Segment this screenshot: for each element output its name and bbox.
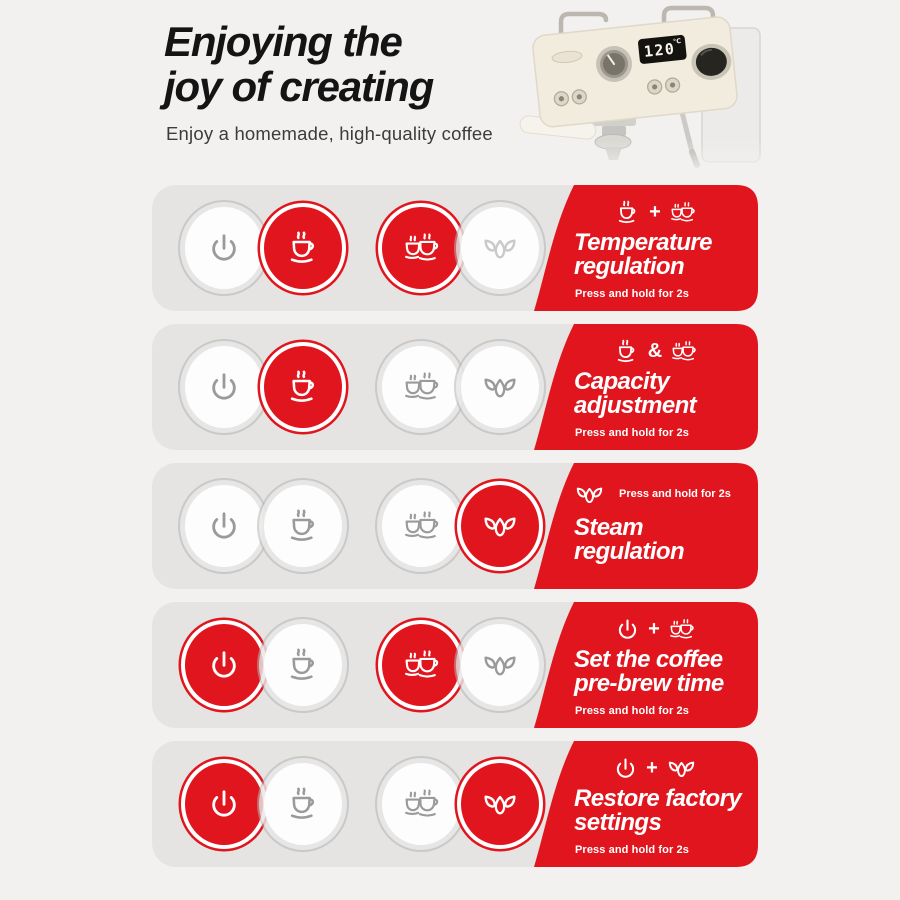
power-button-active [185, 763, 263, 845]
page-subtitle: Enjoy a homemade, high-quality coffee [166, 122, 493, 144]
steam-icon [666, 753, 697, 784]
cup-single-button-active [264, 207, 342, 289]
steam-icon [481, 646, 519, 684]
function-title-line1: Temperature [574, 229, 712, 256]
row-steam-regulation [152, 463, 758, 589]
steam-icon [481, 368, 519, 406]
function-title-line1: Restore factory [574, 785, 742, 812]
steam-icon [481, 229, 519, 267]
cup-double-icon [402, 229, 440, 267]
power-icon [615, 617, 640, 642]
cup-single-icon [614, 199, 641, 226]
power-icon [207, 231, 241, 265]
cup-double-button-active [382, 624, 460, 706]
banner-content [530, 741, 758, 867]
cup-single-button [264, 624, 342, 706]
cup-double-button-active [382, 207, 460, 289]
combo-separator: + [646, 757, 658, 779]
row-set-coffee-pre-brew-time [152, 602, 758, 728]
function-title [574, 787, 758, 836]
cup-double-button [382, 763, 460, 845]
page-title-line2: joy of creating [164, 62, 434, 110]
coffee-machine-image [512, 0, 772, 175]
button-combo [530, 613, 758, 645]
coffee-machine-illustration [512, 0, 772, 175]
header [164, 20, 493, 145]
button-combo [530, 196, 758, 228]
power-icon [613, 756, 638, 781]
function-title-line1: Steam [574, 514, 644, 541]
press-hold-note: Press and hold for 2s [619, 488, 731, 500]
press-hold-note: Press and hold for 2s [575, 426, 689, 439]
function-title [574, 231, 758, 280]
banner-content [530, 324, 758, 450]
function-banner [530, 602, 758, 728]
steam-icon [481, 785, 519, 823]
page-title-line1: Enjoying the [164, 18, 402, 65]
cup-single-icon [284, 368, 322, 406]
row-restore-factory-settings [152, 741, 758, 867]
function-title [574, 516, 758, 565]
steam-button-active [461, 485, 539, 567]
power-button [185, 207, 263, 289]
power-icon [207, 648, 241, 682]
steam-button [461, 207, 539, 289]
power-icon [207, 370, 241, 404]
cup-double-icon [402, 785, 440, 823]
cup-double-icon [670, 338, 697, 365]
steam-button-active [461, 763, 539, 845]
cup-double-icon [402, 507, 440, 545]
cup-double-button [382, 485, 460, 567]
power-button [185, 346, 263, 428]
row-temperature-regulation [152, 185, 758, 311]
function-title-line2: regulation [574, 253, 685, 281]
cup-double-icon [402, 368, 440, 406]
power-icon [207, 509, 241, 543]
press-hold-note: Press and hold for 2s [575, 843, 689, 856]
steam-button [461, 624, 539, 706]
function-banner [530, 463, 758, 589]
steam-icon [481, 507, 519, 545]
cup-single-button-active [264, 346, 342, 428]
button-combo [530, 752, 758, 784]
function-title [574, 648, 758, 697]
function-banner [530, 324, 758, 450]
function-title [574, 370, 758, 419]
function-title-line2: adjustment [574, 392, 697, 420]
row-capacity-adjustment [152, 324, 758, 450]
steam-icon [574, 479, 605, 510]
cup-double-icon [402, 646, 440, 684]
cup-single-icon [284, 229, 322, 267]
function-title-line2: pre-brew time [574, 670, 724, 698]
banner-content [530, 185, 758, 311]
machine-body [532, 16, 739, 128]
page-title [164, 20, 493, 110]
button-combo [530, 335, 758, 367]
function-title-line2: regulation [574, 538, 685, 566]
function-title-line1: Capacity [574, 368, 670, 395]
machine-display-unit: °C [672, 36, 682, 46]
banner-content [530, 602, 758, 728]
banner-content [530, 463, 758, 589]
function-title-line1: Set the coffee [574, 646, 723, 673]
cup-double-icon [669, 199, 696, 226]
function-title-line2: settings [574, 809, 662, 837]
function-banner [530, 185, 758, 311]
combo-separator: + [648, 618, 660, 640]
button-combo [574, 477, 758, 511]
power-button [185, 485, 263, 567]
combo-separator: & [647, 340, 663, 362]
cup-single-icon [284, 646, 322, 684]
cup-single-button [264, 763, 342, 845]
combo-separator: + [649, 201, 661, 223]
machine-display-value: 120 [643, 39, 677, 61]
cup-double-button [382, 346, 460, 428]
power-icon [207, 787, 241, 821]
function-banner [530, 741, 758, 867]
cup-single-icon [613, 338, 640, 365]
power-button-active [185, 624, 263, 706]
cup-double-icon [668, 616, 695, 643]
cup-single-icon [284, 507, 322, 545]
press-hold-note: Press and hold for 2s [575, 704, 689, 717]
steam-button [461, 346, 539, 428]
cup-single-button [264, 485, 342, 567]
press-hold-note: Press and hold for 2s [575, 287, 689, 300]
cup-single-icon [284, 785, 322, 823]
